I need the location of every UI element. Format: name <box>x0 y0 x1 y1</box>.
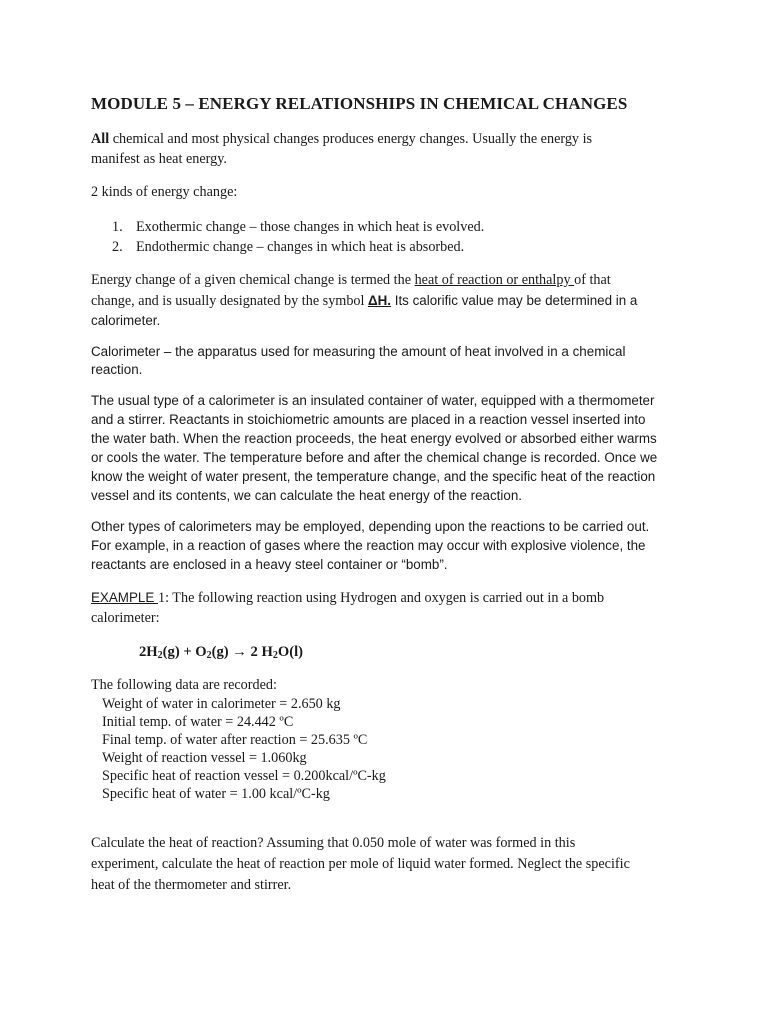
example-line-2: calorimeter: <box>91 610 160 626</box>
list-item: Endothermic change – changes in which heat is absorbed. <box>136 239 465 255</box>
equation-part: (g) → 2 H <box>211 644 273 660</box>
example-label: EXAMPLE <box>91 590 158 605</box>
question-line: Calculate the heat of reaction? Assuming that 0.050 mole of water was formed in this <box>91 835 576 851</box>
usual-type-line: The usual type of a calorimeter is an insulated container of water, equipped with a thermometer <box>91 393 655 408</box>
usual-type-line: the water bath. When the reaction proceeds, the heat energy evolved or absorbed either warms <box>91 431 657 446</box>
other-types-line: reactants are enclosed in a heavy steel container or “bomb”. <box>91 557 448 572</box>
other-types-line: For example, in a reaction of gases where the reaction may occur with explosive violence, the <box>91 538 646 553</box>
intro-line-1 <box>91 131 592 148</box>
data-item: Final temp. of water after reaction = 25.635 ºC <box>102 732 368 748</box>
intro-line-2: manifest as heat energy. <box>91 151 227 167</box>
calorimeter-def-line: reaction. <box>91 362 143 377</box>
equation-part: 2H <box>139 644 158 660</box>
enthalpy-term: heat of reaction or enthalpy <box>414 272 575 288</box>
example-line-1 <box>91 590 604 607</box>
data-item: Specific heat of reaction vessel = 0.200kcal/ºC-kg <box>102 768 386 784</box>
other-types-line: Other types of calorimeters may be employed, depending upon the reactions to be carried out. <box>91 519 650 534</box>
question-line: experiment, calculate the heat of reaction per mole of liquid water formed. Neglect the specific <box>91 856 630 872</box>
list-item-number: 2. <box>112 239 123 255</box>
example-number: 1 <box>157 590 166 606</box>
usual-type-line: know the weight of water present, the temperature change, and the specific heat of the reaction <box>91 469 656 484</box>
kinds-heading: 2 kinds of energy change: <box>91 184 238 200</box>
data-item: Specific heat of water = 1.00 kcal/ºC-kg <box>102 786 330 802</box>
equation-part: (g) + O <box>162 644 207 660</box>
calorimeter-def-line: Calorimeter – the apparatus used for measuring the amount of heat involved in a chemical <box>91 344 626 359</box>
enthalpy-text: Energy change of a given chemical change is termed the <box>91 272 415 288</box>
usual-type-line: and a stirrer. Reactants in stoichiometric amounts are placed in a reaction vessel inserted into <box>91 412 646 427</box>
enthalpy-text: of that <box>574 272 611 288</box>
data-item: Weight of reaction vessel = 1.060kg <box>102 750 307 766</box>
reaction-equation <box>139 644 303 661</box>
module-title: MODULE 5 – ENERGY RELATIONSHIPS IN CHEMICAL CHANGES <box>91 94 628 113</box>
intro-line-1-text: chemical and most physical changes produces energy changes. Usually the energy is <box>109 131 593 147</box>
equation-part: O(l) <box>277 644 303 660</box>
enthalpy-line-3: calorimeter. <box>91 313 161 328</box>
delta-h-symbol: ΔH. <box>368 293 392 308</box>
enthalpy-text: change, and is usually designated by the symbol <box>91 293 368 309</box>
data-heading: The following data are recorded: <box>91 677 277 693</box>
list-item: Exothermic change – those changes in which heat is evolved. <box>136 219 485 235</box>
enthalpy-line-1 <box>91 272 611 289</box>
list-item-number: 1. <box>112 219 123 235</box>
equation-subscript: 2 <box>206 650 212 661</box>
usual-type-line: or cools the water. The temperature before and after the chemical change is recorded. Once we <box>91 450 658 465</box>
example-text: : The following reaction using Hydrogen and oxygen is carried out in a bomb <box>165 590 605 606</box>
equation-subscript: 2 <box>272 650 278 661</box>
intro-bold-word: All <box>91 131 110 147</box>
equation-subscript: 2 <box>157 650 163 661</box>
data-item: Initial temp. of water = 24.442 ºC <box>102 714 294 730</box>
question-line: heat of the thermometer and stirrer. <box>91 877 292 893</box>
usual-type-line: vessel and its contents, we can calculate the heat energy of the reaction. <box>91 488 522 503</box>
enthalpy-text: Its calorific value may be determined in a <box>391 293 638 308</box>
enthalpy-line-2 <box>91 293 637 310</box>
data-item: Weight of water in calorimeter = 2.650 kg <box>102 696 341 712</box>
